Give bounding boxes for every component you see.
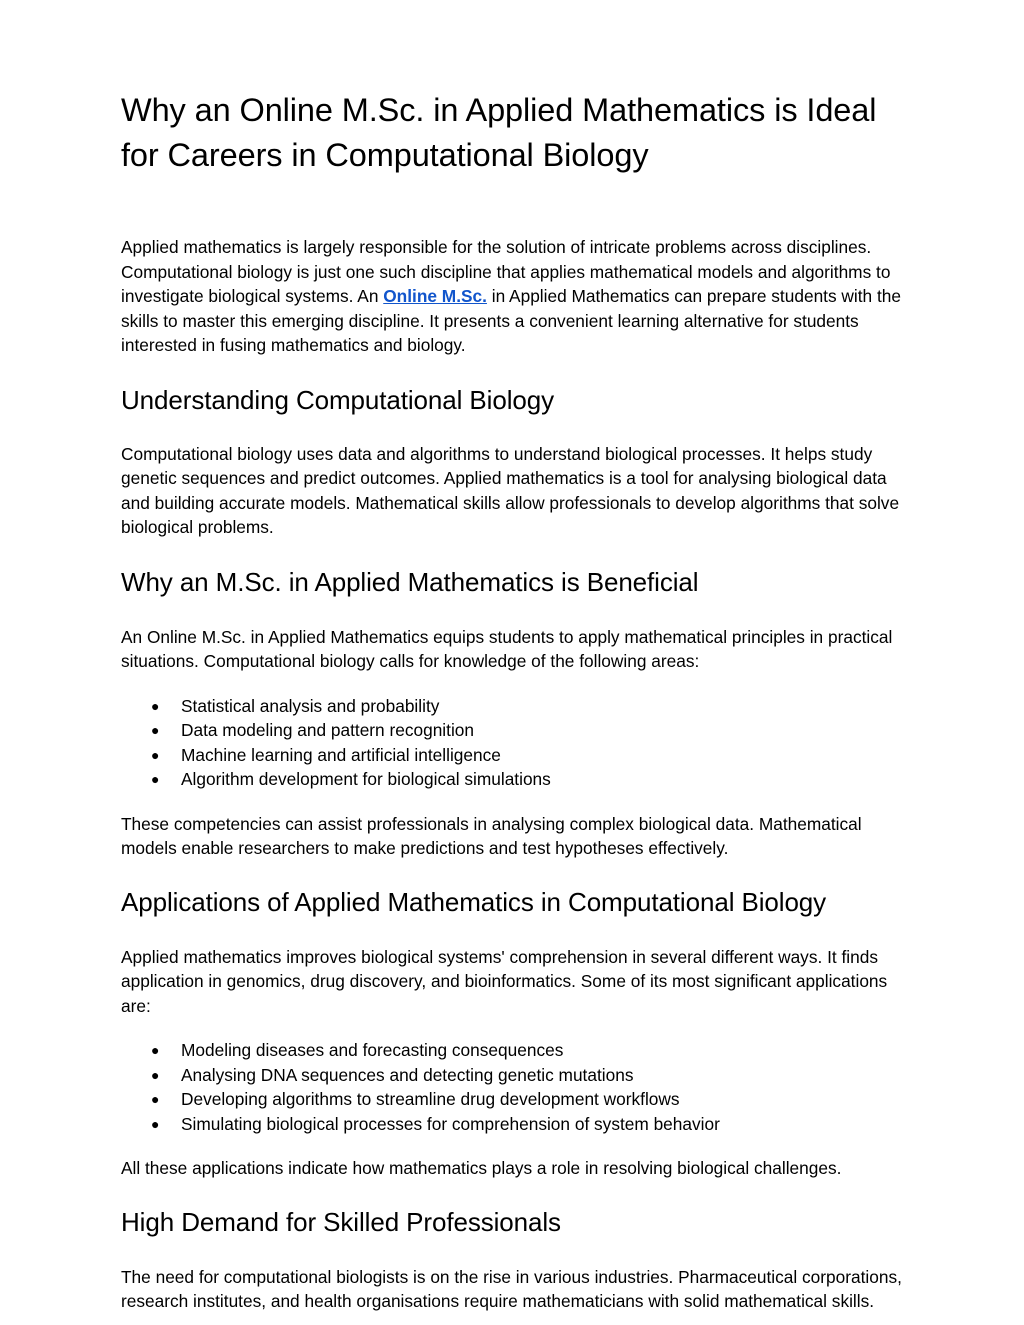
demand-paragraph: The need for computational biologists is on the rise in various industries. Pharmaceutical corporations, research institutes, and health organisations require mathematicians with solid mathematical skills. — [121, 1266, 902, 1311]
bullet-icon: ● — [151, 771, 160, 787]
list-item — [121, 1063, 911, 1088]
list-item — [121, 1038, 911, 1063]
applications-paragraph: Applied mathematics improves biological systems' comprehension in several different ways. It finds application in genomics, drug discovery, and bioinformatics. Some of its most significant applications are: — [121, 946, 888, 1016]
online-msc-link[interactable]: Online M.Sc. — [383, 286, 487, 306]
list-item — [121, 743, 911, 768]
bullet-icon: ● — [151, 697, 160, 714]
list-item-text: Statistical analysis and probability — [181, 695, 440, 716]
applications-summary-paragraph: All these applications indicate how mathematics plays a role in resolving biological challenges. — [121, 1158, 842, 1178]
bullet-icon: ● — [151, 1066, 160, 1083]
understanding-paragraph: Computational biology uses data and algorithms to understand biological processes. It helps study genetic sequences and predict outcomes. Applied mathematics is a tool for analysing biological data and building accurate models. Mathematical skills allow professionals to develop algorithms that solve biological problems. — [121, 443, 900, 537]
bullet-icon: ● — [151, 1042, 160, 1058]
list-item — [121, 694, 911, 719]
document-content — [121, 88, 911, 1314]
list-item-text: Algorithm development for biological simulations — [181, 769, 551, 789]
section-heading-why: Why an M.Sc. in Applied Mathematics is Beneficial — [121, 566, 699, 597]
page-title: Why an Online M.Sc. in Applied Mathematics is Ideal for Careers in Computational Biology — [121, 92, 877, 173]
applications-list — [121, 1038, 911, 1136]
section-heading-demand: High Demand for Skilled Professionals — [121, 1206, 561, 1237]
bullet-icon: ● — [151, 1115, 160, 1132]
list-item-text: Data modeling and pattern recognition — [181, 720, 475, 740]
intro-text-before-link: Applied mathematics is largely responsible for the solution of intricate problems across disciplines. Computational biology is just one such discipline that applies mathematical models and algorithms to investigate biological systems. An — [121, 237, 891, 306]
list-item — [121, 1087, 911, 1112]
intro-paragraph — [121, 235, 911, 358]
bullet-icon: ● — [151, 746, 160, 763]
competencies-paragraph: These competencies can assist professionals in analysing complex biological data. Mathematical models enable researchers to make predictions and test hypotheses effectively. — [121, 813, 862, 858]
areas-list — [121, 694, 911, 792]
list-item-text: Developing algorithms to streamline drug development workflows — [181, 1089, 680, 1109]
list-item-text: Simulating biological processes for comprehension of system behavior — [181, 1113, 720, 1134]
section-heading-applications: Applications of Applied Mathematics in Computational Biology — [121, 886, 827, 917]
bullet-icon: ● — [151, 722, 160, 738]
list-item — [121, 767, 911, 792]
section-heading-understanding: Understanding Computational Biology — [121, 384, 554, 415]
bullet-icon: ● — [151, 1091, 160, 1107]
list-item — [121, 718, 911, 743]
intro-text-after-link: in Applied Mathematics can prepare students with the skills to master this emerging discipline. It presents a convenient learning alternative for students interested in fusing mathematics and biology. — [121, 286, 901, 355]
list-item-text: Modeling diseases and forecasting consequences — [181, 1040, 564, 1060]
list-item-text: Analysing DNA sequences and detecting genetic mutations — [181, 1064, 634, 1085]
list-item — [121, 1112, 911, 1137]
list-item-text: Machine learning and artificial intelligence — [181, 744, 501, 765]
why-paragraph: An Online M.Sc. in Applied Mathematics equips students to apply mathematical principles in practical situations. Computational biology calls for knowledge of the following areas: — [121, 626, 893, 671]
